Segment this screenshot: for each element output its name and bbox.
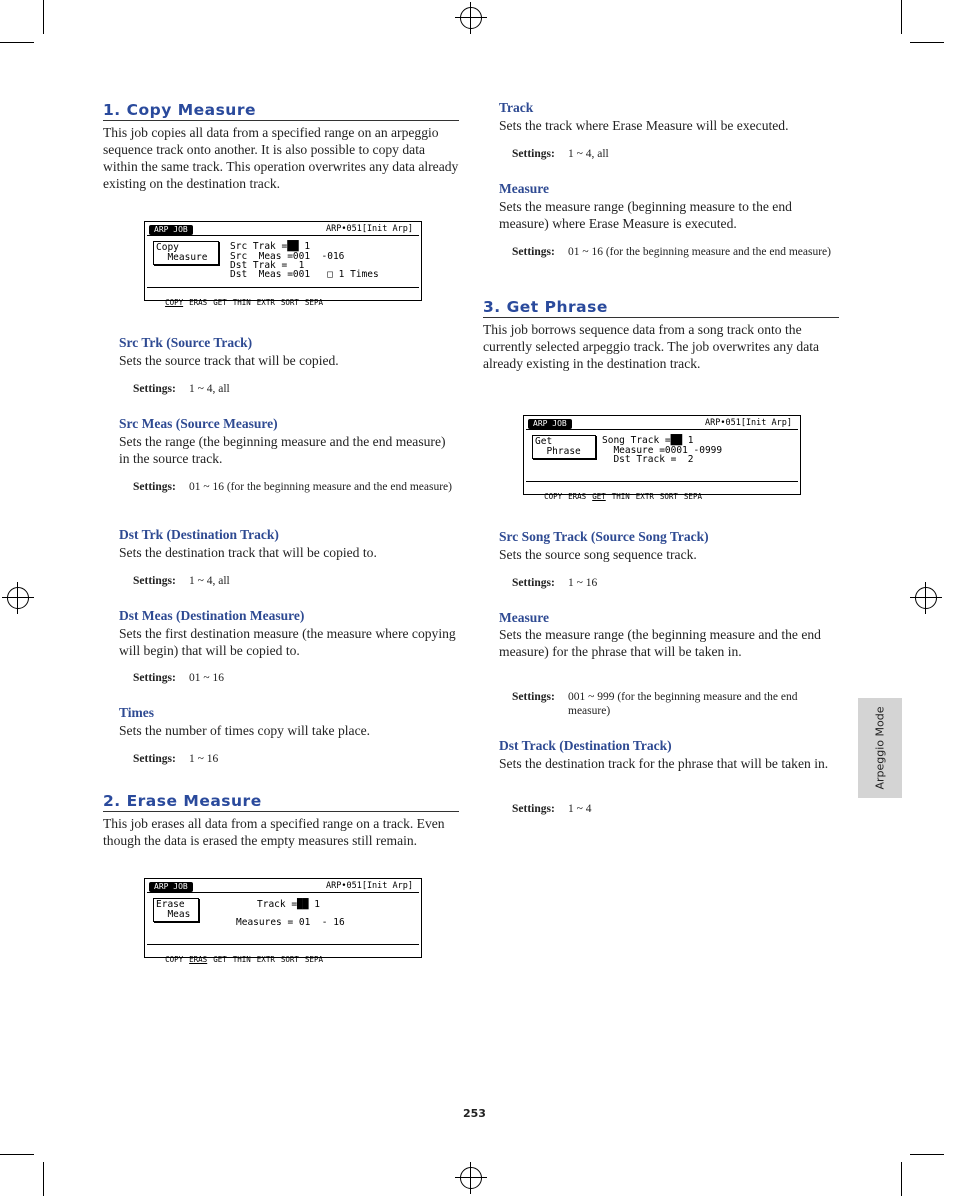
lcd-menu-sepa: SEPA (683, 492, 702, 501)
lcd-menu-extr: EXTR (635, 492, 654, 501)
lcd-job-line: Measure (156, 252, 208, 263)
param-settings (512, 245, 837, 273)
lcd-mode-tag: ARP JOB (528, 419, 572, 429)
lcd-param-row: Measures = 01 - 16 (236, 917, 345, 928)
param-description: Sets the measure range (beginning measure to the end measure) where Erase Measure is executed. (499, 199, 792, 231)
lcd-job-menu (526, 481, 798, 501)
param-heading: Measure (499, 181, 549, 196)
lcd-menu-copy: COPY (165, 298, 184, 307)
lcd-menu-eras: ERAS (189, 298, 208, 307)
lcd-arp-name: ARP•051[Init Arp] (326, 881, 413, 891)
settings-value: 1 ~ 4, all (189, 575, 230, 587)
settings-value: 001 ~ 999 (for the beginning measure and the end measure) (568, 691, 798, 717)
lcd-param-row: Src Trak =██ 1 (230, 241, 311, 252)
page-number: 253 (463, 1107, 486, 1120)
lcd-arp-name: ARP•051[Init Arp] (705, 418, 792, 428)
param-description: Sets the range (the beginning measure and the end measure) in the source track. (119, 434, 446, 466)
param-heading: Times (119, 705, 155, 720)
param-heading: Measure (499, 610, 549, 625)
param-description: Sets the first destination measure (the measure where copying will begin) that will be copied to. (119, 626, 456, 658)
divider (147, 892, 419, 893)
settings-value: 1 ~ 4, all (189, 383, 230, 395)
lcd-job-menu (147, 287, 419, 307)
param-heading: Src Trk (Source Track) (119, 335, 253, 350)
lcd-job-line: Erase (156, 899, 185, 910)
settings-label: Settings: (512, 148, 555, 160)
param-heading: Src Song Track (Source Song Track) (499, 529, 709, 544)
param-settings (512, 690, 837, 718)
lcd-mode-tag: ARP JOB (149, 882, 193, 892)
section-intro: This job erases all data from a specified range on a track. Even though the data is erased the empty measures still remain. (103, 816, 445, 848)
crop-mark (0, 1154, 34, 1155)
lcd-menu-sepa: SEPA (304, 955, 323, 964)
registration-mark-icon (455, 2, 487, 34)
section-title-copy-measure: 1. Copy Measure (103, 101, 459, 121)
settings-label: Settings: (512, 803, 555, 815)
param-description: Sets the measure range (the beginning measure and the end measure) for the phrase that will be taken in. (499, 627, 821, 659)
settings-label: Settings: (133, 481, 176, 493)
lcd-menu-sort: SORT (280, 955, 299, 964)
param-settings (133, 752, 458, 766)
lcd-screen-erase-measure (144, 878, 422, 964)
param-settings (512, 576, 837, 590)
param-heading: Dst Meas (Destination Measure) (119, 608, 305, 623)
settings-value: 01 ~ 16 (189, 672, 224, 684)
lcd-menu-sort: SORT (659, 492, 678, 501)
lcd-job-line: Meas (156, 909, 191, 920)
chapter-side-tab (858, 698, 902, 798)
registration-mark-icon (455, 1162, 487, 1194)
settings-label: Settings: (512, 691, 555, 703)
settings-label: Settings: (133, 672, 176, 684)
param-heading: Src Meas (Source Measure) (119, 416, 278, 431)
chapter-side-tab-label: Arpeggio Mode (873, 706, 887, 790)
settings-value: 01 ~ 16 (for the beginning measure and the end measure) (568, 246, 831, 258)
lcd-menu-eras: ERAS (568, 492, 587, 501)
lcd-menu-get: GET (213, 955, 227, 964)
crop-mark (910, 1154, 944, 1155)
param-settings (512, 147, 837, 161)
lcd-param-row: Dst Trak = 1 (230, 260, 305, 271)
lcd-param-row: Dst Track = 2 (602, 454, 694, 465)
lcd-menu-get: GET (213, 298, 227, 307)
lcd-arp-name: ARP•051[Init Arp] (326, 224, 413, 234)
crop-mark (43, 0, 44, 34)
crop-mark (901, 0, 902, 34)
section-intro: This job copies all data from a specified range on an arpeggio sequence track onto another. It is also possible to copy data within the same track. This operation overwrites any data already existing on the destination track. (103, 125, 459, 191)
crop-mark (910, 42, 944, 43)
lcd-menu-thin: THIN (232, 955, 251, 964)
settings-value: 1 ~ 4 (568, 803, 592, 815)
settings-value: 01 ~ 16 (for the beginning measure and the end measure) (189, 481, 452, 493)
param-description: Sets the destination track for the phrase that will be taken in. (499, 756, 829, 771)
param-settings (133, 574, 458, 588)
crop-mark (43, 1162, 44, 1196)
param-heading: Dst Trk (Destination Track) (119, 527, 279, 542)
param-settings (133, 480, 458, 508)
settings-label: Settings: (133, 383, 176, 395)
lcd-param-row: Dst Meas =001 □ 1 Times (230, 269, 379, 280)
param-settings (133, 671, 458, 685)
lcd-menu-copy: COPY (165, 955, 184, 964)
param-settings (133, 382, 458, 396)
param-description: Sets the source song sequence track. (499, 547, 697, 562)
param-heading: Track (499, 100, 534, 115)
lcd-menu-sort: SORT (280, 298, 299, 307)
lcd-menu-copy: COPY (544, 492, 563, 501)
param-description: Sets the track where Erase Measure will be executed. (499, 118, 789, 133)
lcd-job-box (153, 241, 219, 265)
divider (147, 235, 419, 236)
settings-label: Settings: (512, 577, 555, 589)
param-description: Sets the source track that will be copied. (119, 353, 339, 368)
settings-label: Settings: (133, 753, 176, 765)
lcd-menu-thin: THIN (232, 298, 251, 307)
lcd-mode-tag: ARP JOB (149, 225, 193, 235)
lcd-job-box (532, 435, 596, 459)
lcd-param-row: Track =██ 1 (257, 899, 320, 910)
lcd-menu-extr: EXTR (256, 298, 275, 307)
lcd-screen-get-phrase (523, 415, 801, 501)
param-description: Sets the destination track that will be copied to. (119, 545, 377, 560)
settings-value: 1 ~ 16 (189, 753, 219, 765)
lcd-menu-eras: ERAS (189, 955, 208, 964)
lcd-menu-thin: THIN (611, 492, 630, 501)
lcd-job-line: Phrase (535, 446, 581, 457)
param-description: Sets the number of times copy will take place. (119, 723, 371, 738)
lcd-menu-get: GET (592, 492, 606, 501)
registration-mark-icon (910, 582, 942, 614)
lcd-job-box (153, 898, 199, 922)
lcd-param-row: Measure =0001 -0999 (602, 445, 723, 456)
lcd-menu-extr: EXTR (256, 955, 275, 964)
param-heading: Dst Track (Destination Track) (499, 738, 672, 753)
param-settings (512, 802, 837, 816)
lcd-job-line: Copy (156, 242, 179, 253)
registration-mark-icon (2, 582, 34, 614)
divider (526, 429, 798, 430)
settings-label: Settings: (133, 575, 176, 587)
section-title-get-phrase: 3. Get Phrase (483, 298, 839, 318)
settings-label: Settings: (512, 246, 555, 258)
crop-mark (901, 1162, 902, 1196)
settings-value: 1 ~ 16 (568, 577, 598, 589)
crop-mark (0, 42, 34, 43)
settings-value: 1 ~ 4, all (568, 148, 609, 160)
lcd-job-line: Get (535, 436, 553, 447)
lcd-param-row: Src Meas =001 -016 (230, 251, 345, 262)
section-title-erase-measure: 2. Erase Measure (103, 792, 459, 812)
lcd-screen-copy-measure (144, 221, 422, 307)
lcd-param-row: Song Track =██ 1 (602, 435, 694, 446)
lcd-menu-sepa: SEPA (304, 298, 323, 307)
section-intro: This job borrows sequence data from a song track onto the currently selected arpeggio track. The job overwrites any data already existing in the destination track. (483, 322, 820, 371)
lcd-job-menu (147, 944, 419, 964)
